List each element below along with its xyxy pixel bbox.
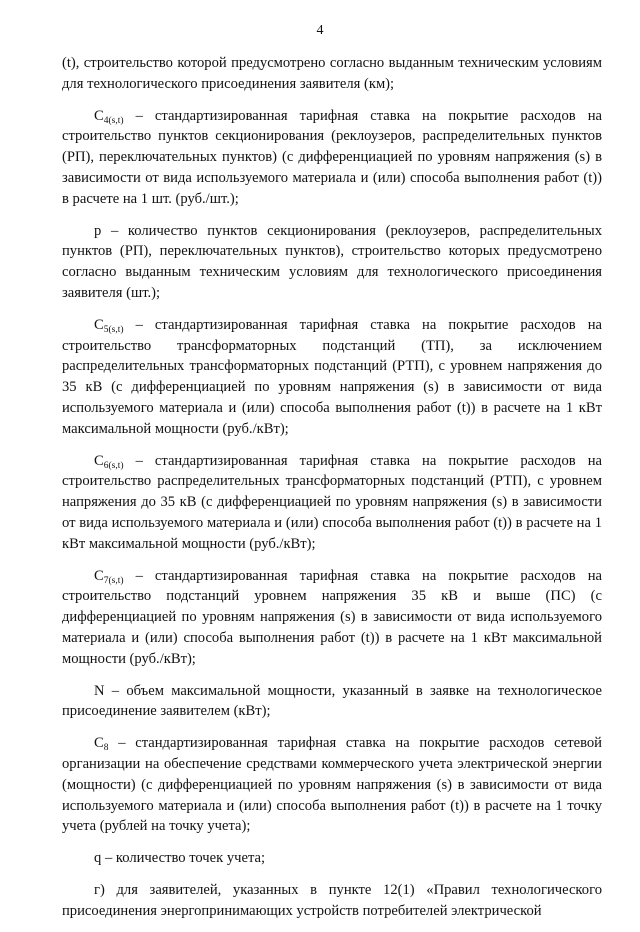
paragraph-c8-definition — [62, 733, 602, 837]
paragraph-text: q – количество точек учета; — [94, 850, 266, 867]
document-body — [62, 53, 602, 932]
paragraph-text: (t), строительство которой предусмотрено согласно выданным техническим условиям для технологического присоединения заявителя (км); — [62, 55, 602, 92]
formula-symbol: C — [94, 452, 104, 469]
formula-subscript: 7(s,t) — [103, 575, 124, 586]
paragraph-item-g — [62, 880, 602, 922]
paragraph-n-definition — [62, 681, 602, 723]
paragraph-text: – стандартизированная тарифная ставка на покрытие расходов на строительство подстанций уровнем напряжения 35 кВ и выше (ПС) (с дифференциацией по уровням напряжения (s) в зависимости от вида используемого материала и (или) способа выполнения работ (t)) в расчете на 1 кВт максимальной мощности (руб./кВт); — [62, 567, 602, 667]
formula-symbol: C — [94, 316, 104, 333]
paragraph-text: – стандартизированная тарифная ставка на покрытие расходов на строительство пунктов секционирования (реклоузеров, распределительных пунктов (РП), переключательных пунктов) (с дифференциацией по уровням напряжения (s) в зависимости от вида используемого материала и (или) способа выполнения работ (t)) в расчете на 1 шт. (руб./шт.); — [62, 107, 602, 207]
paragraph-continuation — [62, 53, 602, 95]
paragraph-c6-definition — [62, 451, 602, 555]
paragraph-text: – стандартизированная тарифная ставка на покрытие расходов на строительство распределительных трансформаторных подстанций (РТП), с уровнем напряжения до 35 кВ (с дифференциацией по уровням напряжения (s) в зависимости от вида используемого материала и (или) способа выполнения работ (t)) в расчете на 1 кВт максимальной мощности (руб./кВт); — [62, 452, 602, 552]
paragraph-c7-definition — [62, 566, 602, 670]
formula-subscript: 5(s,t) — [103, 324, 124, 335]
formula-subscript: 8 — [103, 743, 109, 754]
paragraph-text: г) для заявителей, указанных в пункте 12(1) «Правил технологического присоединения энергопринимающих устройств потребителей электрической — [62, 881, 602, 919]
page-number: 4 — [316, 23, 324, 38]
paragraph-c5-definition — [62, 315, 602, 440]
formula-symbol: C — [94, 567, 104, 584]
paragraph-text: – стандартизированная тарифная ставка на покрытие расходов на строительство трансформаторных подстанций (ТП), за исключением распределительных трансформаторных подстанций (РТП), с уровнем напряжения до 35 кВ (с дифференциацией по уровням напряжения (s) в зависимости от вида используемого материала и (или) способа выполнения работ (t)) в расчете на 1 кВт максимальной мощности (руб./кВт); — [62, 316, 602, 437]
formula-subscript: 4(s,t) — [103, 115, 124, 126]
paragraph-c4-definition — [62, 106, 602, 210]
paragraph-p-definition — [62, 221, 602, 304]
paragraph-q-definition — [62, 848, 602, 869]
formula-symbol: C — [94, 107, 104, 124]
formula-subscript: 6(s,t) — [103, 460, 124, 471]
formula-symbol: C — [94, 735, 104, 752]
paragraph-text: p – количество пунктов секционирования (реклоузеров, распределительных пунктов (РП), переключательных пунктов), строительство которых предусмотрено согласно выданным техническим условиям для технологического присоединения заявителя (шт.); — [62, 222, 602, 301]
paragraph-text: N – объем максимальной мощности, указанный в заявке на технологическое присоединение заявителем (кВт); — [62, 682, 602, 720]
paragraph-text: – стандартизированная тарифная ставка на покрытие расходов сетевой организации на обеспечение средствами коммерческого учета электрической энергии (мощности) (с дифференциацией по уровням напряжения (s) в зависимости от вида используемого материала и (или) способа выполнения работ (t)) в расчете на 1 точку учета (рублей на точку учета); — [62, 735, 602, 835]
